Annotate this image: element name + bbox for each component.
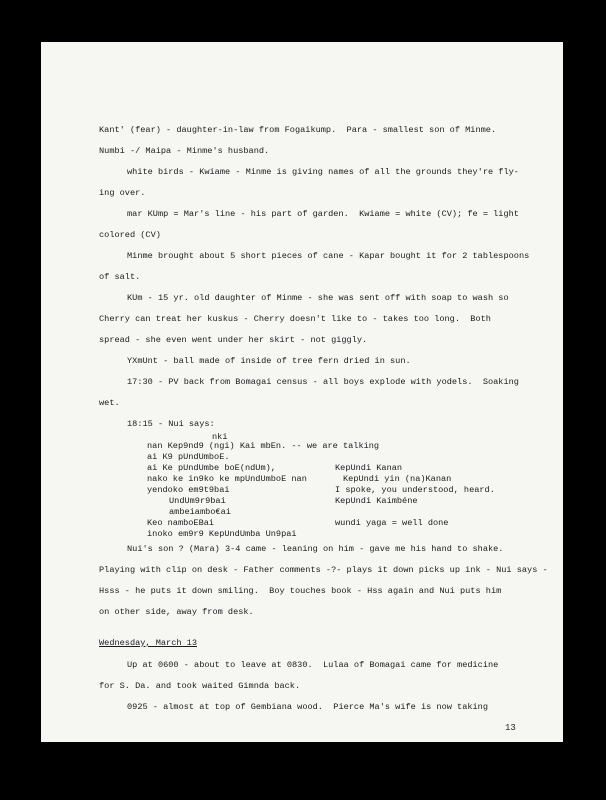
text-line: ai K9 pUndUmboE. — [147, 452, 230, 462]
text-line: Hsss - he puts it down smiling. Boy touches book - Hss again and Nui puts him — [99, 586, 502, 596]
text-line: KepUndi yin (na)Kanan — [343, 474, 452, 484]
text-line: 17:30 - PV back from Bomagai census - all boys explode with yodels. Soaking — [127, 377, 519, 387]
text-line: ambeiambo€ai — [169, 507, 231, 517]
text-line: nki — [212, 432, 228, 442]
text-line: wet. — [99, 398, 120, 408]
text-line: nan Kep9nd9 (ngi) Kai mbEn. -- we are talking — [147, 441, 380, 451]
text-line: for S. Da. and took waited Gimnda back. — [99, 681, 301, 691]
text-line: ing over. — [99, 188, 146, 198]
text-line: Kant' (fear) - daughter-in-law from Fogaikump. Para - smallest son of Minme. — [99, 125, 497, 135]
text-line: 0925 - almost at top of Gembiana wood. Pierce Ma's wife is now taking — [127, 702, 488, 712]
text-line: Up at 0600 - about to leave at 0830. Lulaa of Bomagai came for medicine — [127, 660, 499, 670]
text-line: YXmUnt - ball made of inside of tree fern dried in sun. — [127, 356, 411, 366]
text-line: KepUndi Kanan — [335, 463, 403, 473]
text-line: mar KUmp = Mar's line - his part of garden. Kwiame = white (CV); fe = light — [127, 209, 519, 219]
text-line: on other side, away from desk. — [99, 607, 254, 617]
document-page — [41, 42, 563, 742]
text-line: yendoko em9t9bai — [147, 485, 230, 495]
text-line: KepUndi Kaimbéne — [335, 496, 418, 506]
text-line: colored (CV) — [99, 230, 161, 240]
text-line: of salt. — [99, 272, 141, 282]
text-line: Keo namboEBai — [147, 518, 215, 528]
text-line: Cherry can treat her kuskus - Cherry doesn't like to - takes too long. Both — [99, 314, 491, 324]
text-line: KUm - 15 yr. old daughter of Minme - she was sent off with soap to wash so — [127, 293, 509, 303]
text-line: 18:15 - Nui says: — [127, 419, 215, 429]
text-line: Nui's son ? (Mara) 3-4 came - leaning on him - gave me his hand to shake. — [127, 544, 504, 554]
text-line: wundi yaga = well done — [335, 518, 449, 528]
text-line: Minme brought about 5 short pieces of cane - Kapar bought it for 2 tablespoons — [127, 251, 530, 261]
text-line: UndUm9r9bai — [169, 496, 226, 506]
date-heading: Wednesday, March 13 — [99, 638, 197, 648]
text-line: Numbi -/ Maipa - Minme's husband. — [99, 146, 270, 156]
text-line: nako ke in9ko ke mpUndUmboE nan — [147, 474, 307, 484]
text-line: Playing with clip on desk - Father comments -?- plays it down picks up ink - Nui says - — [99, 565, 548, 575]
text-line: inoko em9r9 KepUndUmba Un9pai — [147, 529, 297, 539]
text-line: ai Ke pUndUmbe boE(ndUm), — [147, 463, 276, 473]
text-line: white birds - Kwiame - Minme is giving names of all the grounds they're fly- — [127, 167, 519, 177]
text-line: I spoke, you understood, heard. — [335, 485, 495, 495]
text-line: spread - she even went under her skirt - not giggly. — [99, 335, 368, 345]
page-number: 13 — [505, 723, 516, 733]
